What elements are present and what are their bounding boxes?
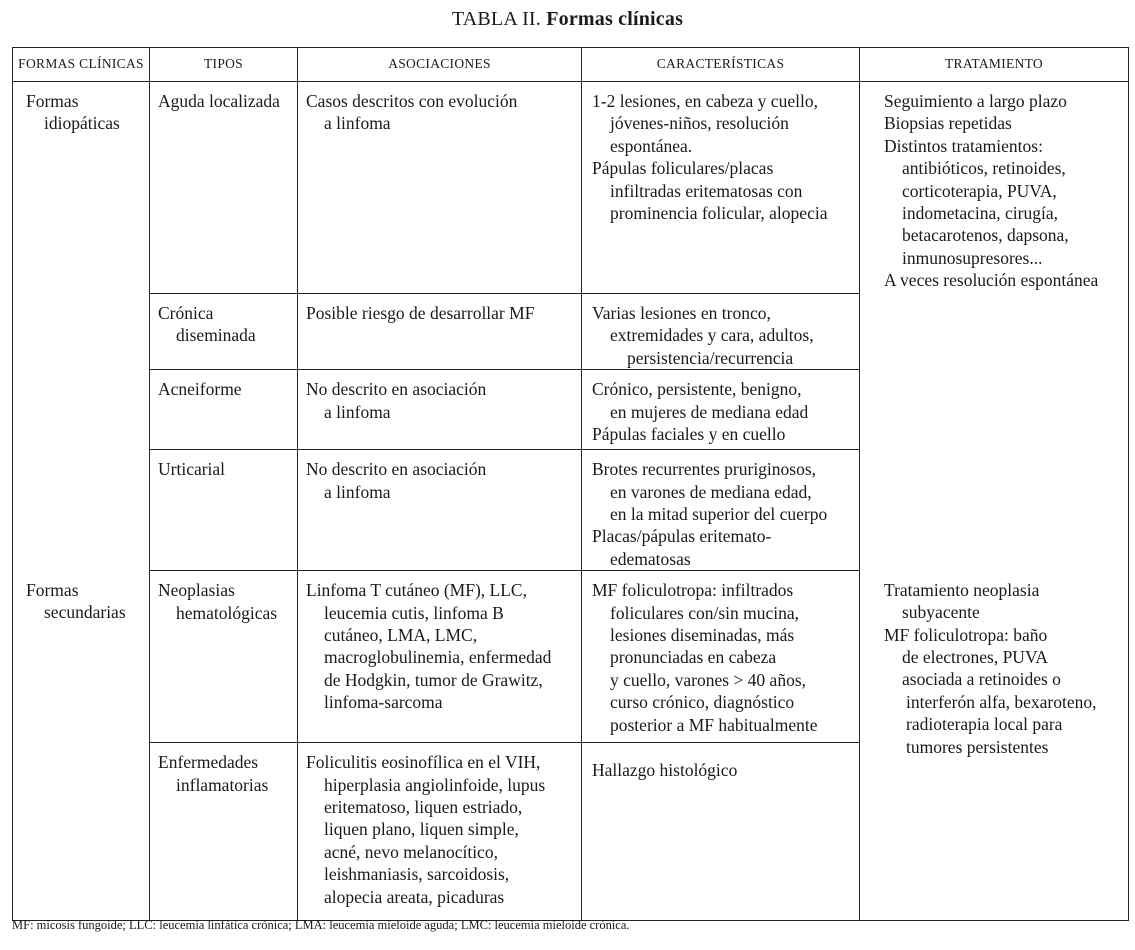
tipo-line: Neoplasias <box>158 580 235 601</box>
caracteristicas-line: Crónico, persistente, benigno, <box>592 379 802 400</box>
tipo-line: Acneiforme <box>158 379 242 400</box>
forma-idiopaticas-line1: Formas <box>26 91 79 111</box>
caracteristicas-line: espontánea. <box>610 135 693 156</box>
asociaciones-cell <box>298 294 582 370</box>
asociaciones-line: linfoma-sarcoma <box>324 692 443 713</box>
caracteristicas-line: jóvenes-niños, resolución <box>610 113 789 134</box>
tipo-cell <box>150 82 298 294</box>
asociaciones-line: cutáneo, LMA, LMC, <box>324 625 478 646</box>
caracteristicas-line: Hallazgo histológico <box>592 760 738 781</box>
forma-idiopaticas-cell <box>13 82 150 571</box>
caracteristicas-cell <box>582 370 860 450</box>
forma-secundarias-cell <box>13 571 150 921</box>
asociaciones-cell <box>298 571 582 743</box>
caracteristicas-cell <box>582 82 860 294</box>
caracteristicas-line: lesiones diseminadas, más <box>610 625 795 646</box>
tipo-line: hematológicas <box>176 602 278 623</box>
asociaciones-line: alopecia areata, picaduras <box>324 886 505 907</box>
caracteristicas-line: 1-2 lesiones, en cabeza y cuello, <box>592 91 818 111</box>
tipo-cell <box>150 743 298 921</box>
asociaciones-line: hiperplasia angiolinfoide, lupus <box>324 774 546 795</box>
tratamiento-line: betacarotenos, dapsona, <box>902 225 1069 246</box>
caracteristicas-line: en la mitad superior del cuerpo <box>610 504 828 525</box>
asociaciones-line: acné, nevo melanocítico, <box>324 841 498 862</box>
tratamiento-line: MF foliculotropa: baño <box>884 624 1048 645</box>
asociaciones-line: leucemia cutis, linfoma B <box>324 602 504 623</box>
tratamiento-line: de electrones, PUVA <box>902 646 1048 667</box>
caracteristicas-line: pronunciadas en cabeza <box>610 647 777 668</box>
tratamiento-line: A veces resolución espontánea <box>884 270 1099 291</box>
header-row <box>13 48 1129 82</box>
header-formas-clinicas: FORMAS CLÍNICAS <box>13 48 150 82</box>
tipo-line: Aguda localizada <box>158 91 280 111</box>
table-title-prefix: TABLA II. <box>451 8 541 30</box>
table-row <box>13 82 1129 294</box>
tipo-line: diseminada <box>176 325 256 346</box>
table-title-main: Formas clínicas <box>546 8 684 30</box>
header-asociaciones: ASOCIACIONES <box>298 48 582 82</box>
asociaciones-line: a linfoma <box>324 481 391 502</box>
tratamiento-line: radioterapia local para <box>906 714 1063 735</box>
table-row <box>13 571 1129 743</box>
caracteristicas-line: infiltradas eritematosas con <box>610 180 803 201</box>
asociaciones-line: Linfoma T cutáneo (MF), LLC, <box>306 580 527 601</box>
tratamiento-line: Tratamiento neoplasia <box>884 579 1040 600</box>
asociaciones-line: a linfoma <box>324 113 391 134</box>
tratamiento-line: tumores persistentes <box>906 736 1049 757</box>
tipo-line: Enfermedades <box>158 752 259 773</box>
caracteristicas-line: prominencia folicular, alopecia <box>610 203 828 224</box>
tratamiento-line: Seguimiento a largo plazo <box>884 91 1067 111</box>
asociaciones-line: eritematoso, liquen estriado, <box>324 797 523 818</box>
caracteristicas-cell <box>582 743 860 921</box>
tipo-cell <box>150 571 298 743</box>
tratamiento-idiopaticas-cell <box>860 82 1129 571</box>
tipo-line: Urticarial <box>158 459 226 480</box>
tipo-cell <box>150 370 298 450</box>
caracteristicas-line: Pápulas faciales y en cuello <box>592 424 786 445</box>
table-footnote: MF: micosis fungoide; LLC: leucemia linfática crónica; LMA: leucemia mieloide aguda; LMC: leucemia mieloide crónica. <box>12 918 630 932</box>
tratamiento-line: Distintos tratamientos: <box>884 135 1043 156</box>
asociaciones-line: Posible riesgo de desarrollar MF <box>306 303 535 323</box>
asociaciones-line: No descrito en asociación <box>306 379 487 400</box>
tipo-line: inflamatorias <box>176 774 269 795</box>
tipo-cell <box>150 450 298 571</box>
asociaciones-line: Foliculitis eosinofílica en el VIH, <box>306 752 541 773</box>
caracteristicas-line: Brotes recurrentes pruriginosos, <box>592 459 817 480</box>
caracteristicas-line: extremidades y cara, adultos, <box>610 325 814 346</box>
caracteristicas-line: edematosas <box>610 548 691 569</box>
caracteristicas-line: Varias lesiones en tronco, <box>592 303 771 323</box>
caracteristicas-line: Pápulas foliculares/placas <box>592 158 774 179</box>
tratamiento-line: corticoterapia, PUVA, <box>902 180 1057 201</box>
caracteristicas-line: posterior a MF habitualmente <box>610 714 818 735</box>
caracteristicas-cell <box>582 450 860 571</box>
tratamiento-line: antibióticos, retinoides, <box>902 158 1066 179</box>
tipo-line: Crónica <box>158 303 214 323</box>
tratamiento-line: Biopsias repetidas <box>884 113 1012 134</box>
tratamiento-line: inmunosupresores... <box>902 247 1043 268</box>
asociaciones-line: macroglobulinemia, enfermedad <box>324 647 552 668</box>
caracteristicas-line: Placas/pápulas eritemato- <box>592 526 772 547</box>
caracteristicas-line: foliculares con/sin mucina, <box>610 602 800 623</box>
asociaciones-cell <box>298 370 582 450</box>
tratamiento-line: asociada a retinoides o <box>902 669 1061 690</box>
asociaciones-cell <box>298 743 582 921</box>
caracteristicas-cell <box>582 571 860 743</box>
table-title <box>0 8 1135 31</box>
asociaciones-cell <box>298 82 582 294</box>
tratamiento-line: subyacente <box>902 602 980 623</box>
forma-secundarias-line2: secundarias <box>44 602 126 623</box>
caracteristicas-line: y cuello, varones > 40 años, <box>610 669 807 690</box>
asociaciones-line: de Hodgkin, tumor de Grawitz, <box>324 669 543 690</box>
header-tratamiento: TRATAMIENTO <box>860 48 1129 82</box>
asociaciones-line: liquen plano, liquen simple, <box>324 819 519 840</box>
tipo-cell <box>150 294 298 370</box>
caracteristicas-line: persistencia/recurrencia <box>627 347 794 368</box>
clinical-forms-table <box>12 47 1129 921</box>
header-tipos: TIPOS <box>150 48 298 82</box>
asociaciones-line: a linfoma <box>324 401 391 422</box>
header-caracteristicas: CARACTERÍSTICAS <box>582 48 860 82</box>
asociaciones-line: No descrito en asociación <box>306 459 487 480</box>
caracteristicas-line: curso crónico, diagnóstico <box>610 692 795 713</box>
caracteristicas-line: MF foliculotropa: infiltrados <box>592 580 794 601</box>
forma-idiopaticas-line2: idiopáticas <box>44 113 120 134</box>
forma-secundarias-line1: Formas <box>26 579 79 600</box>
asociaciones-cell <box>298 450 582 571</box>
asociaciones-line: leishmaniasis, sarcoidosis, <box>324 864 510 885</box>
caracteristicas-line: en varones de mediana edad, <box>610 481 812 502</box>
tratamiento-line: interferón alfa, bexaroteno, <box>906 691 1097 712</box>
caracteristicas-line: en mujeres de mediana edad <box>610 401 809 422</box>
caracteristicas-cell <box>582 294 860 370</box>
tratamiento-line: indometacina, cirugía, <box>902 203 1058 224</box>
asociaciones-line: Casos descritos con evolución <box>306 91 518 111</box>
tratamiento-secundarias-cell <box>860 571 1129 921</box>
